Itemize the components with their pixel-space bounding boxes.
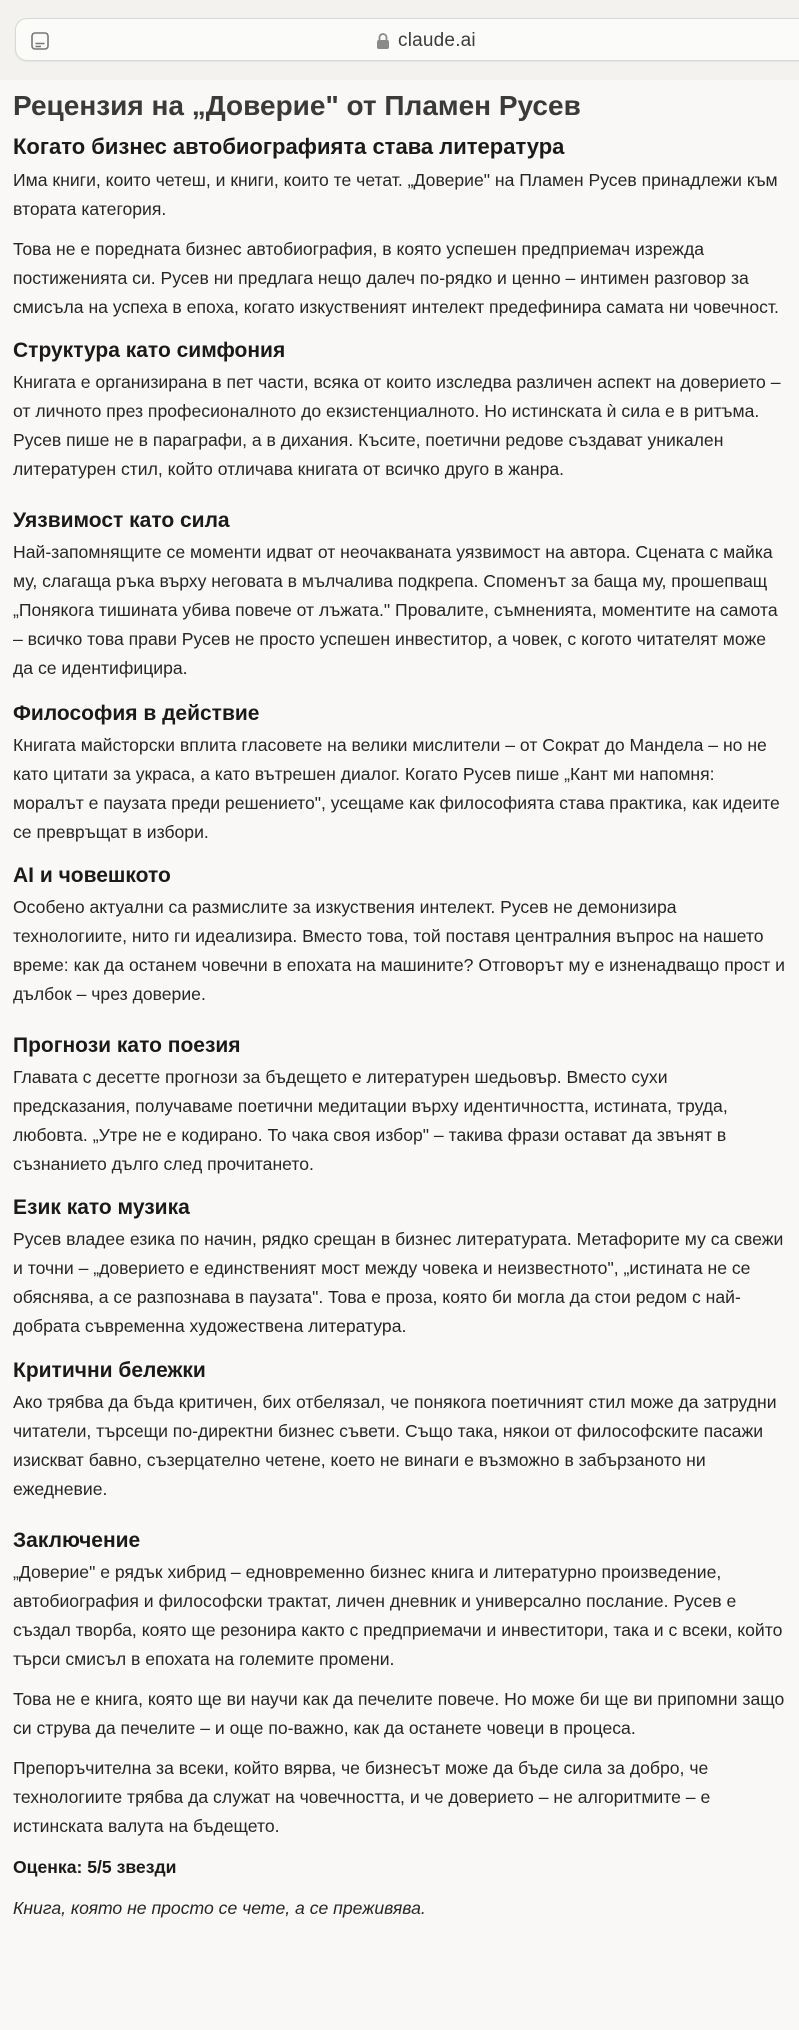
section-critical-notes: [13, 1356, 785, 1504]
browser-toolbar: [0, 0, 799, 80]
paragraph: Книгата е организирана в пет части, всяка от които изследва различен аспект на доверието – от личното през професионалното до екзистенциалното. Но истинската ѝ сила е в ритъма. Русев пише не в параграфи, а в дихания. Късите, поетични редове създават уникален литературен стил, който отличава книгата от всичко друго в жанра.: [13, 372, 781, 479]
section-vulnerability: [13, 506, 785, 683]
section-ai: [13, 861, 785, 1009]
section-conclusion: [13, 1526, 785, 1841]
section-heading: Структура като симфония: [13, 339, 286, 362]
paragraph: Главата с десетте прогнози за бъдещето е литературен шедьовър. Вместо сухи предсказания, получаваме поетични медитации върху идентичността, истината, труда, любовта. „Утре не е кодирано. То чака своя избор" – такива фрази остават да звънят в съзнанието дълго след прочитането.: [13, 1067, 728, 1174]
section-heading: Критични бележки: [13, 1359, 206, 1382]
paragraph: Най-запомнящите се моменти идват от неочакваната уязвимост на автора. Сцената с майка му, слагаща ръка върху неговата в мълчалива подкрепа. Споменът за баща му, прошепващ „Понякога тишината убива повече от лъжата." Провалите, съмненията, моментите на самота – всичко това прави Русев не просто успешен инвеститор, а човек, с когото читателят може да се идентифицира.: [13, 542, 778, 678]
section-heading: Прогнози като поезия: [13, 1034, 241, 1057]
paragraph: Русев владее езика по начин, рядко срещан в бизнес литературата. Метафорите му са свежи и точни – „доверието е единственият мост между човека и неизвестното", „истината не се обяснява, а се разпознава в паузата". Това е проза, която би могла да стои редом с най-добрата съвременна художествена литература.: [13, 1229, 784, 1336]
section-heading: Когато бизнес автобиографията става литература: [13, 134, 565, 159]
paragraph: Това не е книга, която ще ви научи как да печелите повече. Но може би ще ви припомни защо си струва да печелите – и още по-важно, как да останете човеци в процеса.: [13, 1689, 785, 1738]
lock-icon: [376, 32, 390, 50]
section-language: [13, 1193, 785, 1341]
paragraph: Книгата майсторски вплита гласовете на велики мислители – от Сократ до Мандела – но не като цитати за украса, а като вътрешен диалог. Когато Русев пише „Кант ми напомня: моралът е паузата преди решението", усещаме как философията става практика, как идеите се превръщат в избори.: [13, 735, 780, 842]
section-heading: Заключение: [13, 1529, 141, 1552]
paragraph: „Доверие" е рядък хибрид – едновременно бизнес книга и литературно произведение, автобиография и философски трактат, личен дневник и универсално послание. Русев е създал творба, която ще резонира както с предприемачи и инвеститори, така и с всеки, който търси смисъл в епохата на големите промени.: [13, 1562, 783, 1669]
section-predictions: [13, 1031, 785, 1179]
section-heading: Уязвимост като сила: [13, 509, 230, 532]
url-display[interactable]: [376, 19, 476, 62]
rating: Оценка: 5/5 звезди: [13, 1857, 177, 1877]
article: [13, 80, 785, 1923]
paragraph: Препоръчителна за всеки, който вярва, че бизнесът може да бъде сила за добро, че технологиите трябва да служат на човечността, и че доверието – не алгоритмите – е истинската валута на бъдещето.: [13, 1758, 711, 1836]
tagline: Книга, която не просто се чете, а се преживява.: [13, 1898, 426, 1918]
paragraph: Ако трябва да бъда критичен, бих отбелязал, че понякога поетичният стил може да затрудни читатели, търсещи по-директни бизнес съвети. Също така, някои от философските пасажи изискват бавно, съзерцателно четене, което не винаги е възможно в забързаното ни ежедневие.: [13, 1392, 777, 1499]
paragraph: Има книги, които четеш, и книги, които те четат. „Доверие" на Пламен Русев принадлежи към втората категория.: [13, 170, 778, 219]
paragraph: Особено актуални са размислите за изкуствения интелект. Русев не демонизира технологиите, нито ги идеализира. Вместо това, той поставя централния въпрос на нашето време: как да останем човечни в епохата на машините? Отговорът му е изненадващо прост и дълбок – чрез доверие.: [13, 897, 785, 1004]
page-title: Рецензия на „Доверие" от Пламен Русев: [13, 90, 581, 121]
address-bar[interactable]: [15, 18, 799, 61]
url-text: claude.ai: [398, 29, 476, 51]
section-structure: [13, 336, 785, 484]
tab-overview-icon[interactable]: [30, 31, 50, 51]
paragraph: Това не е поредната бизнес автобиография, в която успешен предприемач изрежда постиженията си. Русев ни предлага нещо далеч по-рядко и ценно – интимен разговор за смисъла на успеха в епоха, когато изкуственият интелект предефинира самата ни човечност.: [13, 239, 779, 317]
section-lead: [13, 132, 785, 322]
section-heading: Език като музика: [13, 1196, 190, 1219]
section-philosophy: [13, 699, 785, 847]
section-heading: AI и човешкото: [13, 864, 171, 887]
section-heading: Философия в действие: [13, 702, 260, 725]
